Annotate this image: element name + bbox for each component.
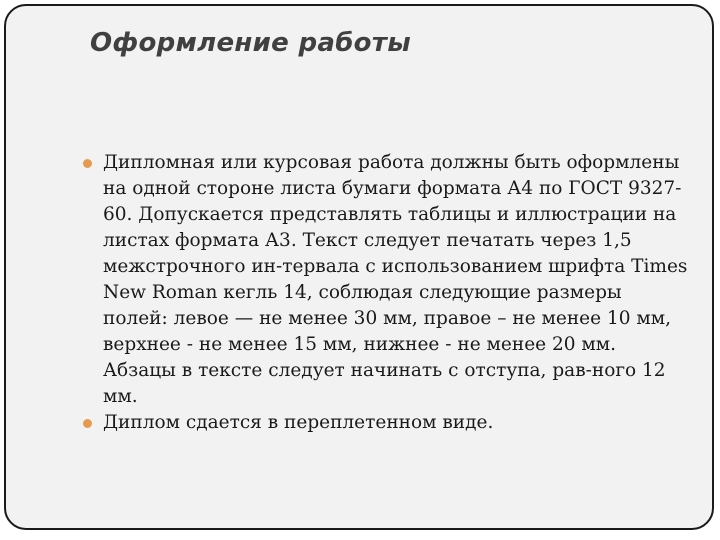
bullet-text: Дипломная или курсовая работа должны быть оформлены на одной стороне листа бумаги формата А4 по ГОСТ 9327-60. Допускается представлять таблицы и иллюстрации на листах формата А3. Текст следует печатать через 1,5 межстрочного ин-тервала с использованием шрифта Times New Roman кегль 14, соблюдая следующие размеры полей: левое — не менее 30 мм, правое – не менее 10 мм, верхнее - не менее 15 мм, нижнее - не менее 20 мм. Абзацы в тексте следует начинать с отступа, рав-ного 12 мм. xyxy=(103,152,688,407)
slide-title: Оформление работы xyxy=(90,28,412,58)
bullet-list xyxy=(83,150,691,436)
bullet-text: Диплом сдается в переплетенном виде. xyxy=(103,412,494,433)
bullet-icon xyxy=(83,419,92,428)
list-item xyxy=(83,150,691,410)
list-item xyxy=(83,410,691,436)
slide-frame xyxy=(4,4,714,530)
bullet-icon xyxy=(83,159,92,168)
